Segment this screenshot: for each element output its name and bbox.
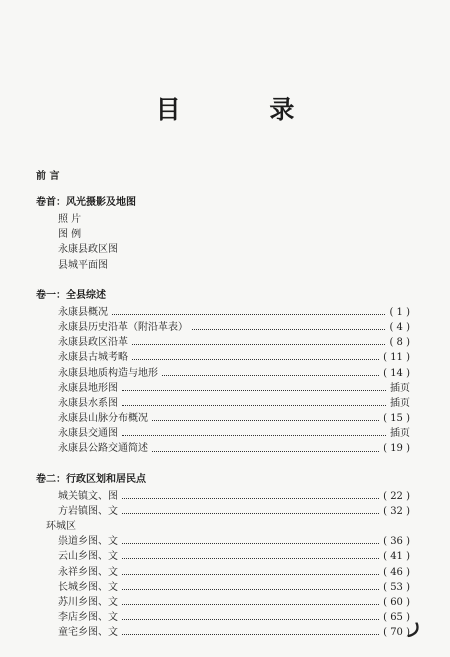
dot-leader xyxy=(192,329,385,330)
entry-label: 城关镇文、图 xyxy=(58,490,118,502)
entry-page-number: ( 60 ) xyxy=(383,596,410,608)
entry-page-number: ( 19 ) xyxy=(383,443,410,455)
toc-entry xyxy=(36,396,410,411)
toc-entry xyxy=(36,595,410,610)
entry-page-number: ( 8 ) xyxy=(389,337,410,349)
toc-entry xyxy=(36,441,410,456)
dot-leader xyxy=(122,619,379,620)
entry-page-number: ( 15 ) xyxy=(383,413,410,425)
dot-leader xyxy=(162,375,379,376)
toc-entry xyxy=(36,335,410,350)
entry-page-number: ( 14 ) xyxy=(383,367,410,379)
entry-page-number: 插页 xyxy=(390,428,410,440)
entry-label: 童宅乡图、文 xyxy=(58,627,118,639)
toc-entry xyxy=(36,320,410,335)
dot-leader xyxy=(132,359,379,360)
page-title: 目 录 xyxy=(155,95,335,124)
toc-entry xyxy=(36,366,410,381)
entry-page-number: ( 46 ) xyxy=(383,566,410,578)
vol2-entries-sub xyxy=(36,534,410,640)
dot-leader xyxy=(122,435,386,436)
entry-label: 永康县公路交通简述 xyxy=(58,443,148,455)
vol2-heading: 卷二：行政区划和居民点 xyxy=(36,473,146,485)
entry-page-number: ( 70 ) xyxy=(383,627,410,639)
dot-leader xyxy=(122,604,379,605)
entry-page-number: ( 1 ) xyxy=(389,306,410,318)
scroll-head-heading: 卷首：风光摄影及地图 xyxy=(36,197,136,208)
handwritten-mark: ر xyxy=(405,606,423,638)
toc-entry xyxy=(36,580,410,595)
entry-page-number: ( 4 ) xyxy=(389,321,410,333)
entry-label: 云山乡图、文 xyxy=(58,551,118,563)
vol1-heading: 卷一：全县综述 xyxy=(36,289,106,301)
entry-label: 永康县地形图 xyxy=(58,382,118,394)
toc-entry xyxy=(36,549,410,564)
preface-heading: 前 言 xyxy=(36,171,60,182)
entry-page-number: ( 41 ) xyxy=(383,551,410,563)
toc-entry xyxy=(36,625,410,640)
list-item: 照 片 xyxy=(58,214,82,225)
dot-leader xyxy=(122,543,379,544)
entry-label: 祟道乡图、文 xyxy=(58,536,118,548)
dot-leader xyxy=(122,589,379,590)
dot-leader xyxy=(152,420,379,421)
list-item: 县城平面图 xyxy=(58,259,108,271)
table-of-contents xyxy=(36,168,410,641)
dot-leader xyxy=(122,574,379,575)
dot-leader xyxy=(122,405,386,406)
entry-label: 永康县政区沿革 xyxy=(58,337,128,349)
entry-label: 苏川乡图、文 xyxy=(58,596,118,608)
toc-entry xyxy=(36,489,410,504)
entry-label: 方岩镇图、文 xyxy=(58,505,118,517)
toc-entry xyxy=(36,610,410,625)
list-item: 永康县政区图 xyxy=(58,244,118,256)
dot-leader xyxy=(122,498,379,499)
entry-page-number: ( 53 ) xyxy=(383,581,410,593)
toc-entry xyxy=(36,426,410,441)
dot-leader xyxy=(122,558,379,559)
entry-label: 永康县地质构造与地形 xyxy=(58,367,158,379)
dot-leader xyxy=(132,344,385,345)
entry-label: 永康县山脉分布概况 xyxy=(58,413,148,425)
entry-label: 长城乡图、文 xyxy=(58,581,118,593)
entry-page-number: ( 36 ) xyxy=(383,536,410,548)
entry-page-number: 插页 xyxy=(390,397,410,409)
toc-entry xyxy=(36,411,410,426)
entry-page-number: ( 32 ) xyxy=(383,505,410,517)
entry-page-number: ( 65 ) xyxy=(383,612,410,624)
entry-label: 永康县古城考略 xyxy=(58,352,128,364)
toc-entry xyxy=(36,381,410,396)
dot-leader xyxy=(122,634,379,635)
subgroup-label: 环城区 xyxy=(46,521,76,532)
vol2-entries-top xyxy=(36,489,410,519)
entry-label: 永康县水系图 xyxy=(58,397,118,409)
vol1-entries xyxy=(36,305,410,457)
entry-page-number: ( 22 ) xyxy=(383,490,410,502)
entry-page-number: 插页 xyxy=(390,382,410,394)
toc-entry xyxy=(36,565,410,580)
entry-label: 永康县历史沿革（附沿革表） xyxy=(58,321,188,333)
dot-leader xyxy=(112,314,385,315)
toc-entry xyxy=(36,534,410,549)
toc-entry xyxy=(36,350,410,365)
list-item: 图 例 xyxy=(58,229,82,241)
entry-label: 永康县概况 xyxy=(58,306,108,318)
dot-leader xyxy=(122,513,379,514)
entry-label: 李店乡图、文 xyxy=(58,612,118,624)
toc-entry xyxy=(36,305,410,320)
entry-label: 永祥乡图、文 xyxy=(58,566,118,578)
entry-page-number: ( 11 ) xyxy=(383,352,410,364)
dot-leader xyxy=(122,390,386,391)
toc-entry xyxy=(36,504,410,519)
dot-leader xyxy=(152,451,379,452)
entry-label: 永康县交通图 xyxy=(58,428,118,440)
